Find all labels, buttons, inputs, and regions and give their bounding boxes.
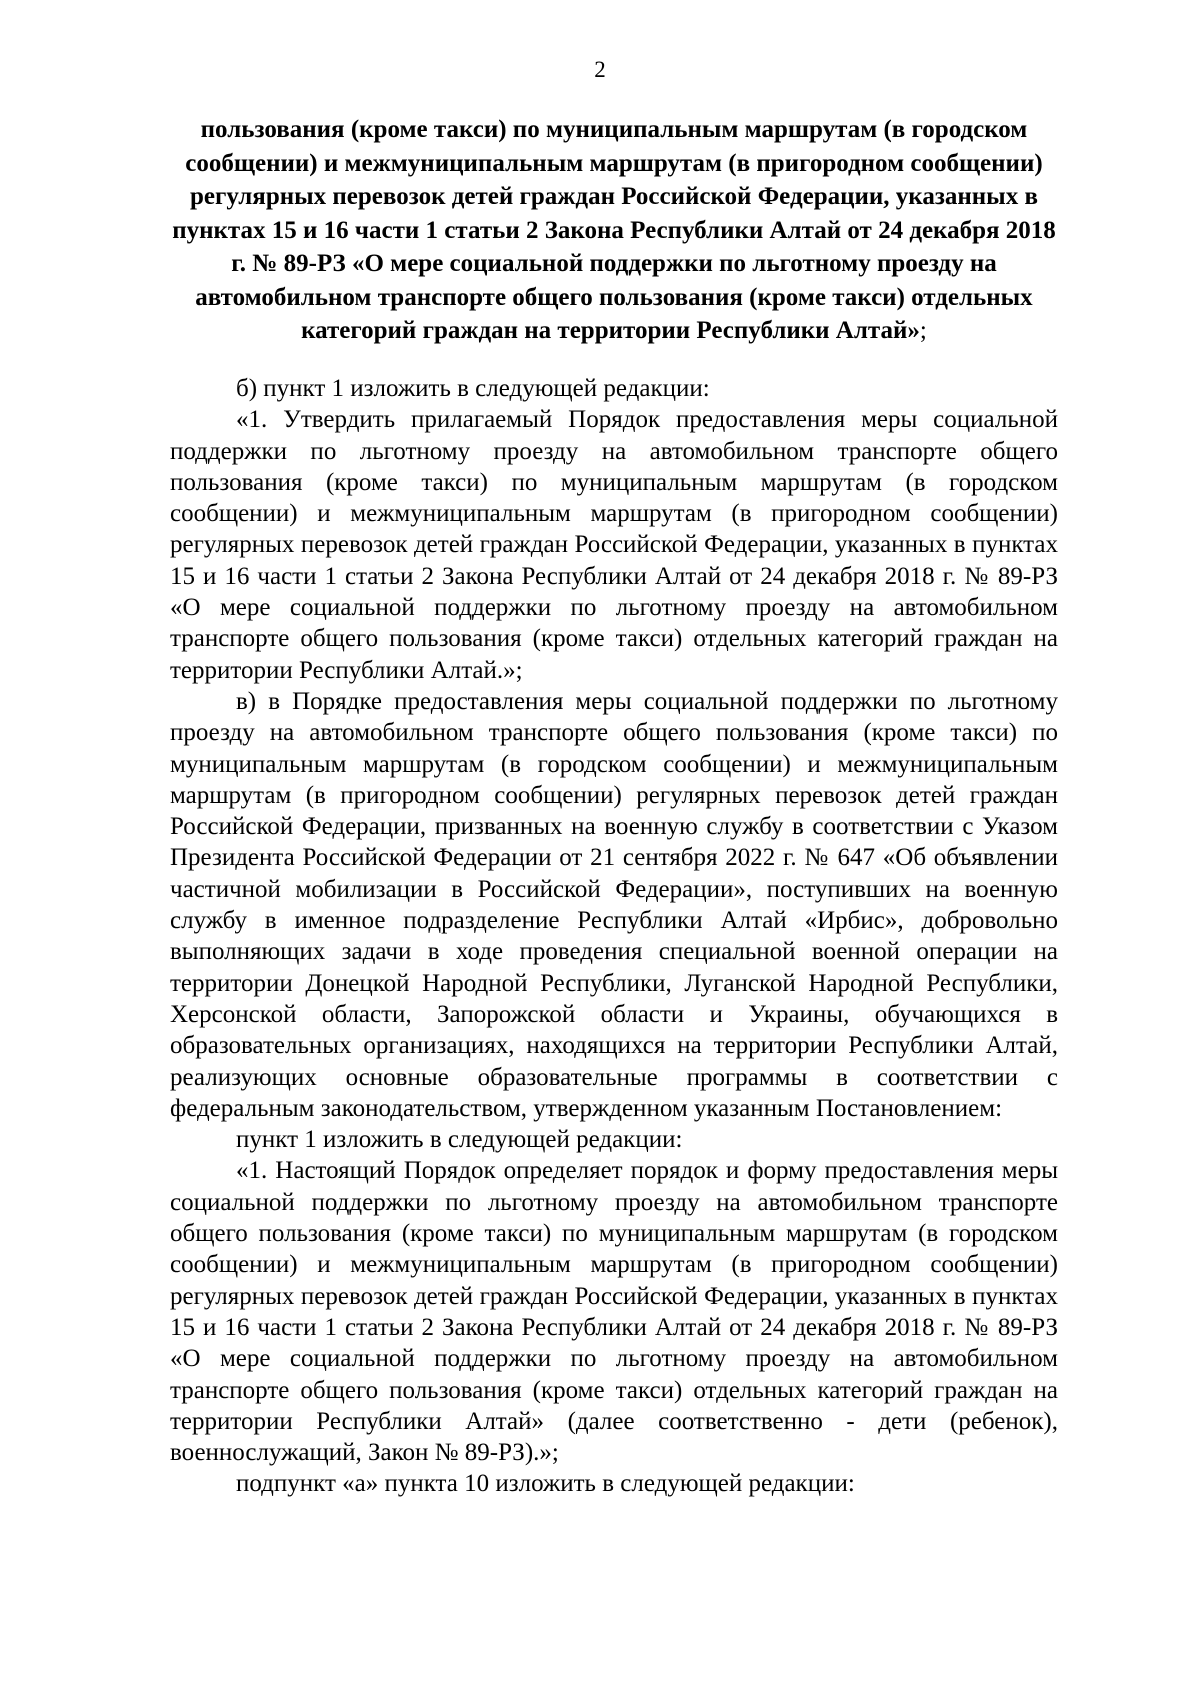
document-body bbox=[170, 373, 1058, 1500]
paragraph-v-text: в) в Порядке предоставления меры социальной поддержки по льготному проезду на автомобильном транспорте общего пользования (кроме такси) по муниципальным маршрутам (в городском сообщении) и межмуниципальным маршрутам (в пригородном сообщении) регулярных перевозок детей граждан Российской Федерации, призванных на военную службу в соответствии с Указом Президента Российской Федерации от 21 сентября 2022 г. № 647 «Об объявлении частичной мобилизации в Российской Федерации», поступивших на военную службу в именное подразделение Республики Алтай «Ирбис», добровольно выполняющих задачи в ходе проведения специальной военной операции на территории Донецкой Народной Республики, Луганской Народной Республики, Херсонской области, Запорожской области и Украины, обучающихся в образовательных организациях, находящихся на территории Республики Алтай, реализующих основные образовательные программы в соответствии с федеральным законодательством, утвержденном указанным Постановлением: bbox=[170, 687, 1058, 1122]
document-heading bbox=[170, 113, 1058, 348]
paragraph-subpoint-a-intro: подпункт «а» пункта 10 изложить в следующей редакции: bbox=[236, 1470, 855, 1498]
paragraph-point1-intro: пункт 1 изложить в следующей редакции: bbox=[236, 1126, 683, 1154]
heading-text: пользования (кроме такси) по муниципальным маршрутам (в городском сообщении) и межмуниципальным маршрутам (в пригородном сообщении) регулярных перевозок детей граждан Российской Федерации, указанных в пунктах 15 и 16 части 1 статьи 2 Закона Республики Алтай от 24 декабря 2018 г. № 89-РЗ «О мере социальной поддержки по льготному проезду на автомобильном транспорте общего пользования (кроме такси) отдельных категорий граждан на территории Республики Алтай» bbox=[172, 116, 1056, 344]
heading-tail: ; bbox=[919, 317, 927, 344]
paragraph-b-intro: б) пункт 1 изложить в следующей редакции: bbox=[236, 375, 710, 402]
paragraph-b-text: «1. Утвердить прилагаемый Порядок предоставления меры социальной поддержки по льготному проезду на автомобильном транспорте общего пользования (кроме такси) по муниципальным маршрутам (в городском сообщении) и межмуниципальным маршрутам (в пригородном сообщении) регулярных перевозок детей граждан Российской Федерации, указанных в пунктах 15 и 16 части 1 статьи 2 Закона Республики Алтай от 24 декабря 2018 г. № 89-РЗ «О мере социальной поддержки по льготному проезду на автомобильном транспорте общего пользования (кроме такси) отдельных категорий граждан на территории Республики Алтай.»; bbox=[170, 406, 1058, 684]
page-number: 2 bbox=[594, 57, 606, 82]
paragraph-point1-text: «1. Настоящий Порядок определяет порядок и форму предоставления меры социальной поддержки по льготному проезду на автомобильном транспорте общего пользования (кроме такси) по муниципальным маршрутам (в городском сообщении) и межмуниципальным маршрутам (в пригородном сообщении) регулярных перевозок детей граждан Российской Федерации, указанных в пунктах 15 и 16 части 1 статьи 2 Закона Республики Алтай от 24 декабря 2018 г. № 89-РЗ «О мере социальной поддержки по льготному проезду на автомобильном транспорте общего пользования (кроме такси) отдельных категорий граждан на территории Республики Алтай» (далее соответственно - дети (ребенок), военнослужащий, Закон № 89-РЗ).»; bbox=[170, 1157, 1058, 1467]
